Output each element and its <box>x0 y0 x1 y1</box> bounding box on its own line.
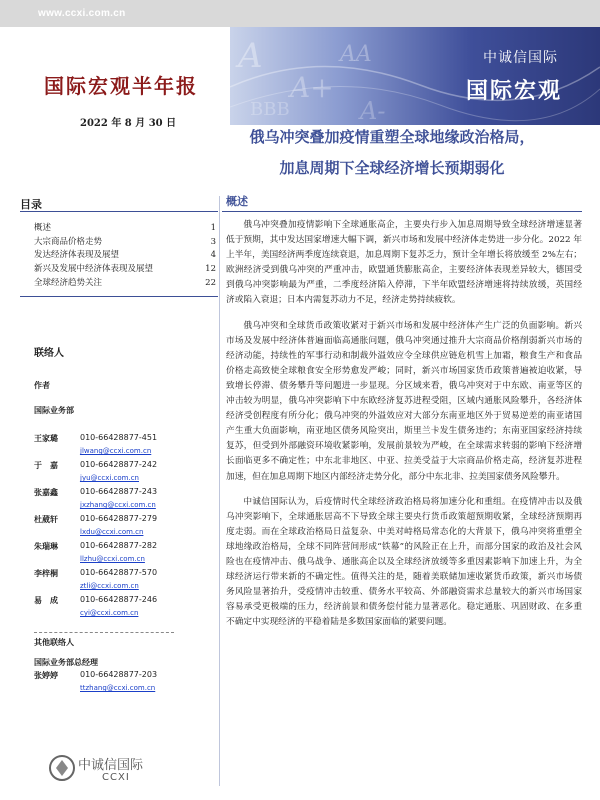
headline-line-1: 俄乌冲突叠加疫情重塑全球地缘政治格局， <box>249 128 535 146</box>
column-divider <box>219 196 220 786</box>
section-heading: 概述 <box>226 195 248 208</box>
toc-item-page: 3 <box>210 236 216 247</box>
person-name: 王家璐 <box>34 433 58 443</box>
person-email[interactable]: jyu@ccxi.com.cn <box>80 474 139 482</box>
person-phone: 010-66428877-282 <box>80 541 158 550</box>
other-contacts-heading: 其他联络人 <box>34 637 74 647</box>
person-name: 杜葳轩 <box>34 514 58 524</box>
contacts-divider <box>34 632 174 633</box>
toc-item[interactable] <box>34 236 216 250</box>
header-banner <box>230 27 600 125</box>
toc-section <box>20 196 218 218</box>
site-url[interactable]: www.ccxi.com.cn <box>38 8 126 19</box>
toc-item-label: 概述 <box>34 223 52 233</box>
person-name: 张嘉鑫 <box>34 487 58 497</box>
brand-name: 中诚信国际 <box>483 50 558 66</box>
toc-item-label: 大宗商品价格走势 <box>34 236 103 247</box>
report-date: 2022 年 8 月 30 日 <box>80 118 177 129</box>
toc-rule <box>20 211 218 212</box>
toc-item-page: 22 <box>205 277 216 288</box>
person-name: 朱瑞琳 <box>34 541 58 551</box>
logo-text-en: CCXI <box>102 772 130 783</box>
person-phone: 010-66428877-203 <box>80 670 158 679</box>
top-bar <box>0 0 600 27</box>
authors-label: 作者 <box>34 380 50 390</box>
section-rule <box>222 211 582 212</box>
person-email[interactable]: llzhu@ccxi.com.cn <box>80 555 145 563</box>
person-phone: 010-66428877-279 <box>80 514 158 523</box>
contacts-heading: 联络人 <box>34 348 64 359</box>
person-name: 张婷婷 <box>34 670 58 680</box>
banner-title: 国际宏观 <box>465 79 562 104</box>
toc-item-page: 1 <box>210 223 216 233</box>
paragraph: 俄乌冲突和全球货币政策收紧对于新兴市场和发展中经济体产生广泛的负面影响。新兴市场及发展中经济体普遍面临高通胀问题，俄乌冲突通过推升大宗商品价格削弱新兴市场的经济动能，持续性的军事行动和制裁外溢效应令全球供应链危机雪上加霜，粮食生产和食品价格走高致使全球粮食安全形势愈发严峻；同时，新兴市场国家货币政策普遍被迫收紧，导致增长停滞、债务攀升等问题进一步显现。分区域来看，俄乌冲突对于中东欧、南亚等区的冲击较为明显，俄乌冲突影响下中东欧经济复苏进程受阻，区域内通胀风险攀升，各经济体经济受创程度有所分化；俄乌冲突的外溢效应对大部分东南亚地区外于贸易逆差的南亚诸国产生重大负面影响，南亚地区债务风险突出，斯里兰卡发生债务违约；东南亚国家经济持续复苏，但受到外部融资环境收紧影响，发展前景较为严峻，在全球需求转弱的影响下经济增长面临更多不确定性；中东北非地区、中亚、拉美受益于大宗商品价格走高，经济复苏进程加速，但在加息周期下地区内部经济走势分化，部分中东北非、拉美国家债务风险攀升。 <box>226 320 582 482</box>
toc-item[interactable] <box>34 277 216 291</box>
person-phone: 010-66428877-242 <box>80 460 158 469</box>
person-name: 易 成 <box>34 595 58 605</box>
svg-text:A: A <box>238 36 263 76</box>
person-phone: 010-66428877-243 <box>80 487 158 496</box>
logo-mark-icon <box>48 752 76 784</box>
toc-bottom-rule <box>20 296 218 297</box>
department-label: 国际业务部 <box>34 405 74 415</box>
toc-item[interactable] <box>34 249 216 263</box>
person-name: 于 嘉 <box>34 460 58 470</box>
headline-line-2: 加息周期下全球经济增长预期弱化 <box>279 159 505 177</box>
other-contacts-dept: 国际业务部总经理 <box>34 657 98 667</box>
person-email[interactable]: ttzhang@ccxi.com.cn <box>80 684 156 692</box>
toc-item-page: 4 <box>210 250 216 261</box>
report-headline <box>222 122 562 184</box>
toc-item-label: 新兴及发展中经济体表现及展望 <box>34 264 154 275</box>
toc-item-label: 全球经济趋势关注 <box>34 277 103 288</box>
paragraph: 中诚信国际认为，后疫情时代全球经济政治格局将加速分化和重组。在疫情冲击以及俄乌冲突影响下，全球通胀居高不下导致全球主要央行货币政策超预期收紧，全球经济预期再度走弱。而在全球政治格局日益复杂、中美对峙格局常态化的大背景下，俄乌冲突将重塑全球地缘政治格局，全球不同阵营间形成“铁幕”的风险正在上升，而部分国家的政治及社会风险也在疫情冲击、俄乌战争、通胀高企以及全球经济放缓等多重因素影响下加速上升，为全球经济运行带来新的不确定性。值得关注的是，随着美联储加速收紧货币政策，新兴市场债务风险显著抬升，受疫情冲击较重、债务水平较高、外部融资需求总量较大的新兴市场国家容易承受更极端的压力，经济前景和债务偿付能力显著恶化。稳定通胀、巩固财政、在多重不确定中实现经济的平稳着陆是多数国家面临的紧要问题。 <box>226 496 582 628</box>
svg-text:A-: A- <box>360 97 386 125</box>
svg-text:BBB: BBB <box>250 99 290 120</box>
table-of-contents <box>34 222 216 291</box>
report-title: 国际宏观半年报 <box>44 74 198 98</box>
person-phone: 010-66428877-451 <box>80 433 158 442</box>
overview-body <box>226 218 582 640</box>
person-email[interactable]: cyi@ccxi.com.cn <box>80 609 139 617</box>
company-logo <box>48 750 188 790</box>
svg-text:A+: A+ <box>290 71 334 104</box>
logo-text-cn: 中诚信国际 <box>78 758 144 773</box>
person-email[interactable]: jxzhang@ccxi.com.cn <box>80 501 156 509</box>
person-phone: 010-66428877-570 <box>80 568 158 577</box>
paragraph: 俄乌冲突叠加疫情影响下全球通胀高企，主要央行步入加息周期导致全球经济增速显著低于预期，其中发达国家增速大幅下调，新兴市场和发展中经济体走势进一步分化。2022 年上半年，美国经济两季度连续衰退，加息周期下复苏乏力，预计全年增长将放缓至 2%左右；欧洲经济受到俄乌冲突的严重冲击，欧盟通货膨胀高企，主要经济体表现差异较大，德国受到俄乌冲突影响最为严重，二季度经济陷入停滞，下半年欧盟经济增速将持续放缓，英国经济或陷入衰退；日本内需复苏动力不足，经济走势持续疲软。 <box>226 220 582 306</box>
toc-item-label: 发达经济体表现及展望 <box>34 250 120 261</box>
person-email[interactable]: jlwang@ccxi.com.cn <box>80 447 152 455</box>
toc-item[interactable] <box>34 263 216 277</box>
person-email[interactable]: ztli@ccxi.com.cn <box>80 582 139 590</box>
person-phone: 010-66428877-246 <box>80 595 158 604</box>
toc-heading: 目录 <box>20 198 42 211</box>
toc-item[interactable] <box>34 222 216 236</box>
person-email[interactable]: lxdu@ccxi.com.cn <box>80 528 144 536</box>
person-name: 李梓桐 <box>34 568 58 578</box>
toc-item-page: 12 <box>205 264 216 275</box>
svg-text:AA: AA <box>340 42 372 67</box>
